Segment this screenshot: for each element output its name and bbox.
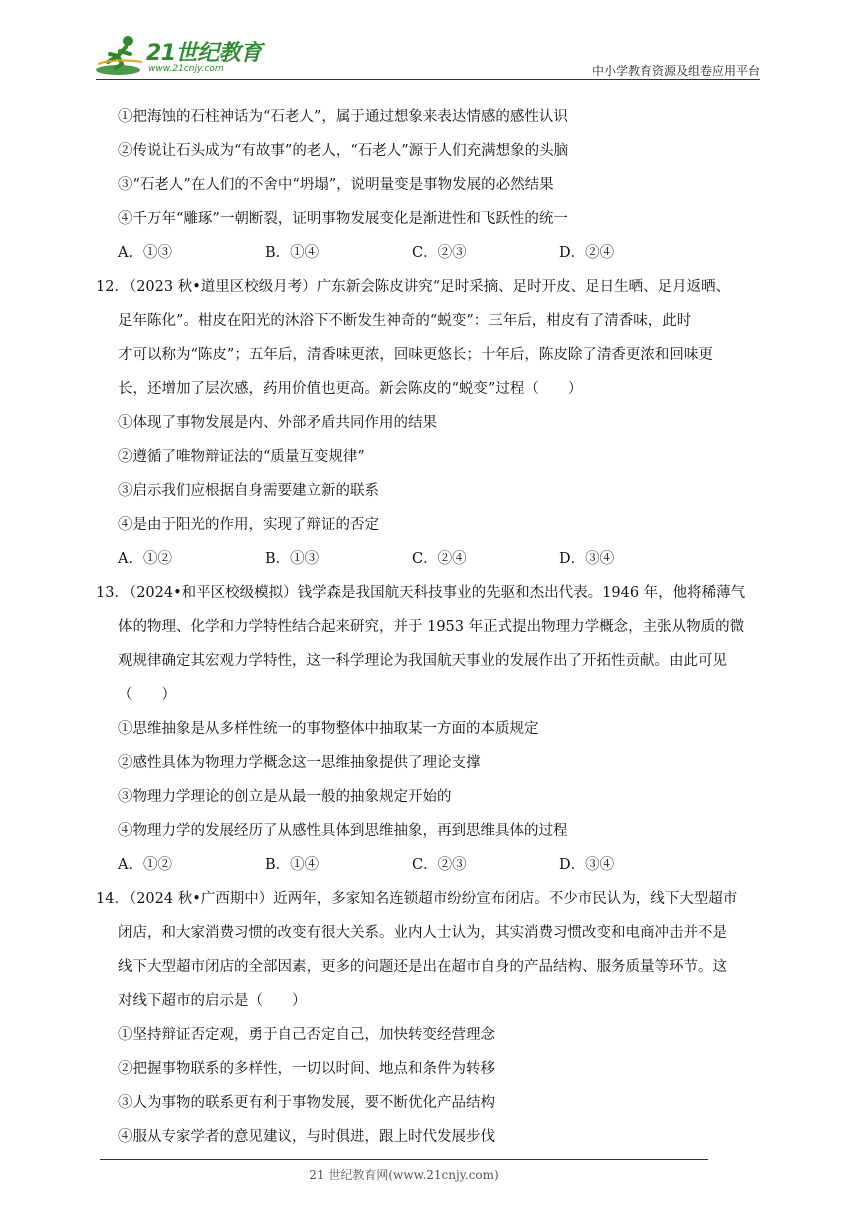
- q13-option-1: ①思维抽象是从多样性统一的事物整体中抽取某一方面的本质规定: [118, 721, 539, 737]
- q12-option-3: ③启示我们应根据自身需要建立新的联系: [118, 483, 379, 499]
- q11-option-4: ④千万年“雕琢”一朝断裂，证明事物发展变化是渐进性和飞跃性的统一: [118, 211, 568, 227]
- q11-choice-d: D．②④: [559, 245, 615, 261]
- q12-stem-line-2: 足年陈化”。柑皮在阳光的沐浴下不断发生神奇的“蜕变”：三年后，柑皮有了清香味，此时: [118, 313, 692, 329]
- q13-option-4: ④物理力学的发展经历了从感性具体到思维抽象，再到思维具体的过程: [118, 823, 568, 839]
- logo-text: 21世纪教育: [146, 41, 262, 66]
- logo-url: www.21cnjy.com: [148, 64, 224, 74]
- q11-option-3: ③“石老人”在人们的不舍中“坍塌”，说明量变是事物发展的必然结果: [118, 177, 554, 193]
- q14-option-4: ④服从专家学者的意见建议，与时俱进，跟上时代发展步伐: [118, 1129, 495, 1145]
- q13-option-3: ③物理力学理论的创立是从最一般的抽象规定开始的: [118, 789, 452, 805]
- q11-option-2: ②传说让石头成为“有故事”的老人，“石老人”源于人们充满想象的头脑: [118, 143, 569, 159]
- q13-stem-line-3: 观规律确定其宏观力学特性，这一科学理论为我国航天事业的发展作出了开拓性贡献。由此可见: [118, 653, 727, 669]
- q12-choice-b: B．①③: [265, 551, 320, 567]
- q12-choices: [96, 542, 764, 576]
- q14-stem-line-3: 线下大型超市闭店的全部因素，更多的问题还是出在超市自身的产品结构、服务质量等环节。这: [118, 959, 727, 975]
- q12-choice-d: D．③④: [559, 551, 615, 567]
- q14-stem-line-2: 闭店，和大家消费习惯的改变有很大关系。业内人士认为，其实消费习惯改变和电商冲击并不是: [118, 925, 727, 941]
- q13-choice-c: C．②③: [412, 857, 467, 873]
- q12-option-1: ①体现了事物发展是内、外部矛盾共同作用的结果: [118, 415, 437, 431]
- page-header: [96, 30, 760, 80]
- q11-choice-b: B．①④: [265, 245, 320, 261]
- site-logo[interactable]: [96, 34, 266, 78]
- q14-option-3: ③人为事物的联系更有利于事物发展，要不断优化产品结构: [118, 1095, 495, 1111]
- q11-choices: [96, 236, 764, 270]
- platform-title: 中小学教育资源及组卷应用平台: [591, 64, 760, 78]
- header-divider: [96, 79, 760, 80]
- q11-option-1: ①把海蚀的石柱神话为“石老人”，属于通过想象来表达情感的感性认识: [118, 109, 568, 125]
- q12-choice-c: C．②④: [412, 551, 467, 567]
- q13-choice-b: B．①④: [265, 857, 320, 873]
- q11-choice-c: C．②③: [412, 245, 467, 261]
- q13-choice-d: D．③④: [559, 857, 615, 873]
- q13-stem-line-1: 13．（2024•和平区校级模拟）钱学森是我国航天科技事业的先驱和杰出代表。1946 年，他将稀薄气: [96, 585, 746, 601]
- q14-stem-line-1: 14．（2024 秋•广西期中）近两年，多家知名连锁超市纷纷宣布闭店。不少市民认为，线下大型超市: [96, 891, 738, 907]
- q13-stem-line-4: （ ）: [118, 687, 176, 703]
- q12-stem-line-4: 长，还增加了层次感，药用价值也更高。新会陈皮的“蜕变”过程（ ）: [118, 381, 583, 397]
- q12-stem-line-3: 才可以称为“陈皮”；五年后，清香味更浓，回味更悠长；十年后，陈皮除了清香更浓和回味更: [118, 347, 713, 363]
- page-footer[interactable]: 21 世纪教育网(www.21cnjy.com): [309, 1168, 499, 1182]
- q14-option-2: ②把握事物联系的多样性，一切以时间、地点和条件为转移: [118, 1061, 495, 1077]
- q12-choice-a: A．①②: [118, 551, 172, 567]
- q12-stem-line-1: 12．（2023 秋•道里区校级月考）广东新会陈皮讲究“足时采摘、足时开皮、足日生晒、足月返晒、: [96, 279, 731, 295]
- q13-choice-a: A．①②: [118, 857, 172, 873]
- q11-choice-a: A．①③: [118, 245, 172, 261]
- q14-stem-line-4: 对线下超市的启示是（ ）: [118, 993, 307, 1009]
- q12-option-4: ④是由于阳光的作用，实现了辩证的否定: [118, 517, 379, 533]
- footer-divider: [100, 1159, 708, 1160]
- q13-stem-line-2: 体的物理、化学和力学特性结合起来研究，并于 1953 年正式提出物理力学概念，主张从物质的微: [118, 619, 745, 635]
- q12-option-2: ②遵循了唯物辩证法的“质量互变规律”: [118, 449, 365, 465]
- question-content: [96, 100, 764, 1154]
- q14-option-1: ①坚持辩证否定观，勇于自己否定自己，加快转变经营理念: [118, 1027, 495, 1043]
- q13-option-2: ②感性具体为物理力学概念这一思维抽象提供了理论支撑: [118, 755, 481, 771]
- runner-logo-icon: [96, 34, 144, 78]
- q13-choices: [96, 848, 764, 882]
